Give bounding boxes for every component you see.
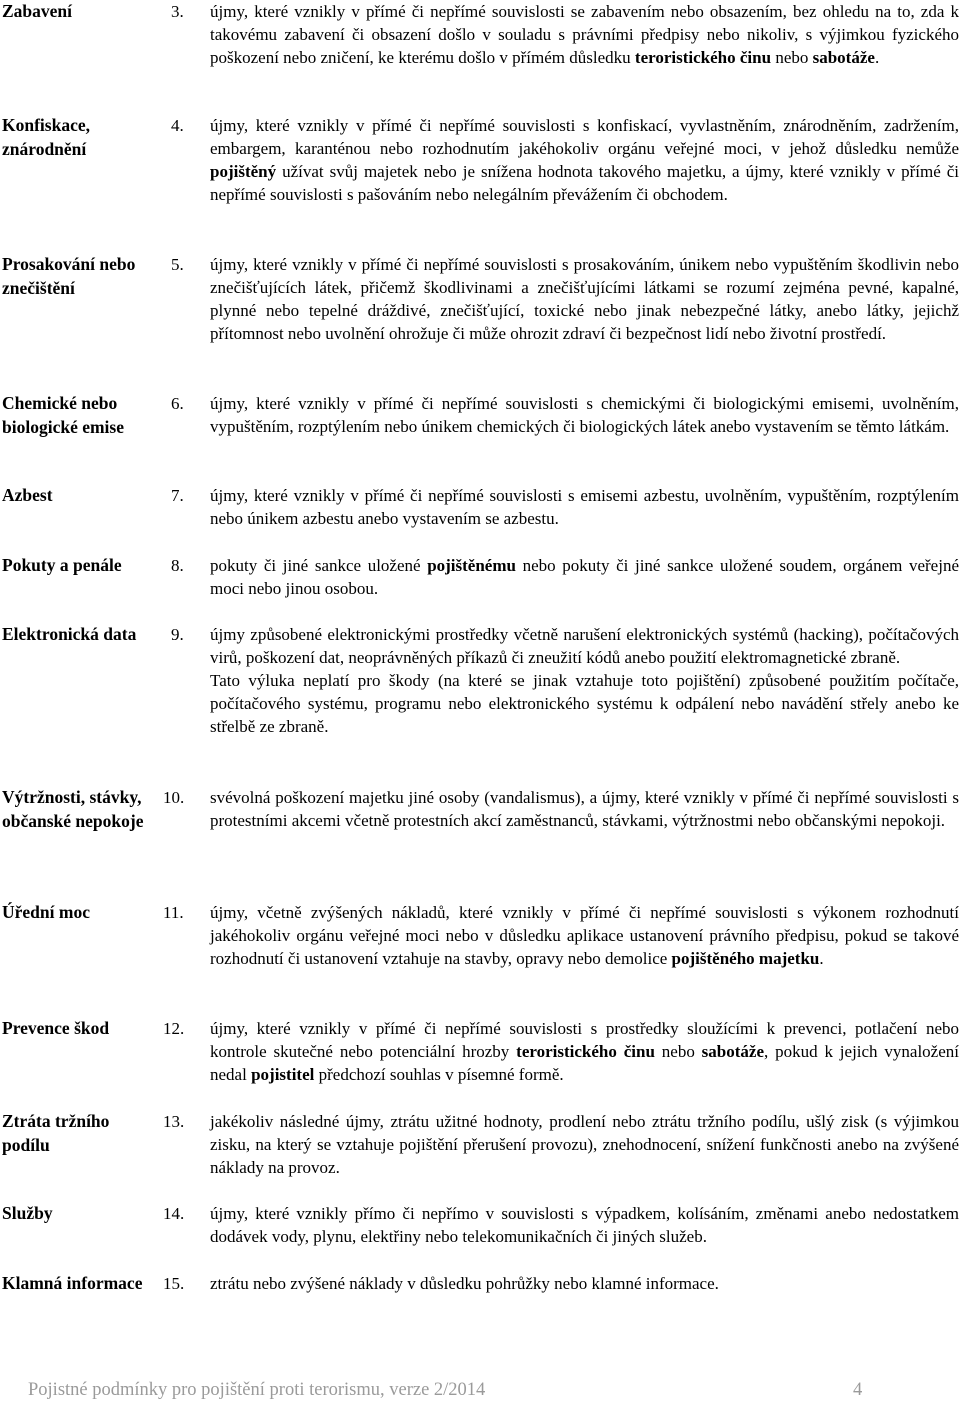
clause-label: Elektronická data	[2, 624, 137, 644]
clause-label: Zabavení	[2, 1, 73, 21]
clause-text	[210, 901, 959, 970]
footer-document-title: Pojistné podmínky pro pojištění proti terorismu, verze 2/2014	[28, 1380, 486, 1400]
text-run: .	[819, 949, 824, 968]
defined-term: sabotáže	[701, 1042, 764, 1061]
clause-text	[210, 623, 959, 738]
clause-label: Prevence škod	[2, 1018, 110, 1038]
clause-number: 12.	[163, 1019, 185, 1038]
clause-label: Konfiskace, znárodnění	[2, 115, 90, 159]
text-run: újmy, které vznikly v přímé či nepřímé souvislosti se zabavením nebo obsazením, bez ohledu na to, zda k takovému zabavení či obsazení došlo v souladu s právními předpisy nebo nikoliv, s výjimkou fyzického poškození nebo zničení, ke kterému došlo v přímém důsledku	[210, 2, 959, 67]
clause-number: 6.	[171, 394, 184, 413]
text-run: , pokud k jejich vynaložení nedal	[210, 1042, 959, 1084]
clause-label: Služby	[2, 1203, 53, 1223]
clause-number: 15.	[163, 1274, 185, 1293]
clause-text	[210, 1272, 959, 1295]
clause-number: 10.	[163, 788, 185, 807]
text-run: svévolná poškození majetku jiné osoby (vandalismus), a újmy, které vznikly v přímé či nepřímé souvislosti s protestními akcemi včetně protestních akcí zaměstnanců, stávkami, výtržnostmi nebo občanskými nepokoji.	[210, 788, 959, 830]
text-run: nebo pokuty či jiné sankce uložené soudem, orgánem veřejné moci nebo jinou osobou.	[210, 556, 959, 598]
clause-label: Prosakování nebo znečištění	[2, 254, 136, 298]
text-run: pokuty či jiné sankce uložené	[210, 556, 428, 575]
clause-number: 4.	[171, 116, 184, 135]
text-run: újmy, včetně zvýšených nákladů, které vznikly v přímé či nepřímé souvislosti s výkonem rozhodnutí jakéhokoliv orgánu veřejné moci nebo v důsledku aplikace ustanovení právního předpisu, pokud se takové rozhodnutí či ustanovení vztahuje na stavby, opravy nebo demolice	[210, 903, 959, 968]
text-run: újmy, které vznikly v přímé či nepřímé souvislosti s konfiskací, vyvlastněním, znárodněním, zadržením, embargem, karanténou nebo rozhodnutím jakéhokoliv orgánu veřejné moci, v jehož důsledku nemůže	[210, 116, 959, 158]
defined-term: pojištěnému	[427, 556, 516, 575]
text-run: předchozí souhlas v písemné formě.	[314, 1065, 564, 1084]
defined-term: teroristického činu	[634, 48, 772, 67]
clause-text	[210, 114, 959, 206]
defined-term: pojistitel	[251, 1065, 315, 1084]
clause-number: 8.	[171, 556, 184, 575]
clause-label: Úřední moc	[2, 902, 90, 922]
footer-page-number: 4	[853, 1380, 863, 1400]
clause-text	[210, 253, 959, 345]
clause-number: 7.	[171, 486, 184, 505]
clause-text	[210, 786, 959, 832]
clause-text	[210, 1110, 959, 1179]
clause-text-note: Tato výluka neplatí pro škody (na které se jinak vztahuje toto pojištění) způsobené použitím počítače, počítačového systému, programu nebo elektronického systému k odpálení nebo navádění střely anebo ke střelbě ze zbraně.	[210, 671, 959, 736]
clause-number: 5.	[171, 255, 184, 274]
text-run: jakékoliv následné újmy, ztrátu užitné hodnoty, prodlení nebo ztrátu tržního podílu, ušlý zisk (s výjimkou zisku, na který se vztahuje pojištění přerušení provozu), znehodnocení, snížení funkčnosti anebo na zvýšené náklady na provoz.	[210, 1112, 959, 1177]
clause-number: 14.	[163, 1204, 185, 1223]
defined-term: sabotáže	[812, 48, 875, 67]
clause-text	[210, 484, 959, 530]
clause-text	[210, 1017, 959, 1086]
defined-term: teroristického činu	[516, 1042, 655, 1061]
clause-number: 3.	[171, 2, 184, 21]
text-run: újmy způsobené elektronickými prostředky včetně narušení elektronických systémů (hacking), počítačových virů, poškození dat, neoprávněných příkazů či zneužití kódů anebo použití elektromagnetické zbraně.	[210, 625, 959, 667]
clause-text	[210, 392, 959, 438]
text-run: újmy, které vznikly přímo či nepřímo v souvislosti s výpadkem, kolísáním, změnami anebo nedostatkem dodávek vody, plynu, elektřiny nebo telekomunikačních či jiných služeb.	[210, 1204, 959, 1246]
clause-label: Výtržnosti, stávky, občanské nepokoje	[2, 787, 144, 831]
clause-label: Ztráta tržního podílu	[2, 1111, 110, 1155]
clause-text	[210, 1202, 959, 1248]
defined-term: pojištěného majetku	[671, 949, 820, 968]
text-run: .	[874, 48, 880, 67]
clause-number: 11.	[163, 903, 184, 922]
clause-text	[210, 0, 959, 69]
defined-term: pojištěný	[210, 162, 277, 181]
clause-number: 9.	[171, 625, 184, 644]
text-run: újmy, které vznikly v přímé či nepřímé souvislosti s prosakováním, únikem nebo vypuštěním škodlivin nebo znečišťujících látek, přičemž škodlivinami a znečišťujícími látkami se rozumí zejména pevné, kapalné, plynné nebo tepelné dráždivé, znečišťující, toxické nebo jinak nebezpečné látky, anebo látky, jejichž přítomnost nebo uvolnění ohrožuje či může ohrozit zdraví či bezpečnost lidí nebo životní prostředí.	[210, 255, 959, 343]
text-run: užívat svůj majetek nebo je snížena hodnota takového majetku, a újmy, které vznikly v přímé či nepřímé souvislosti s pašováním nebo nelegálním převážením či obchodem.	[210, 162, 959, 204]
clause-label: Azbest	[2, 485, 53, 505]
text-run: újmy, které vznikly v přímé či nepřímé souvislosti s prostředky sloužícími k prevenci, potlačení nebo kontrole skutečné nebo potenciální hrozby	[210, 1019, 959, 1061]
clause-label: Klamná informace	[2, 1273, 143, 1293]
clause-number: 13.	[163, 1112, 185, 1131]
text-run: nebo	[771, 48, 813, 67]
text-run: újmy, které vznikly v přímé či nepřímé souvislosti s chemickými či biologickými emisemi, uvolněním, vypuštěním, rozptýlením nebo únikem chemických či biologických látek anebo vystavením se těmto látkám.	[210, 394, 959, 436]
text-run: újmy, které vznikly v přímé či nepřímé souvislosti s emisemi azbestu, uvolněním, vypuštěním, rozptýlením nebo únikem azbestu anebo vystavením se azbestu.	[210, 486, 959, 528]
text-run: ztrátu nebo zvýšené náklady v důsledku pohrůžky nebo klamné informace.	[210, 1274, 719, 1293]
text-run: nebo	[654, 1042, 702, 1061]
clause-label: Pokuty a penále	[2, 555, 122, 575]
clause-text-main	[210, 623, 959, 669]
clause-text	[210, 554, 959, 600]
clause-label: Chemické nebo biologické emise	[2, 393, 124, 437]
